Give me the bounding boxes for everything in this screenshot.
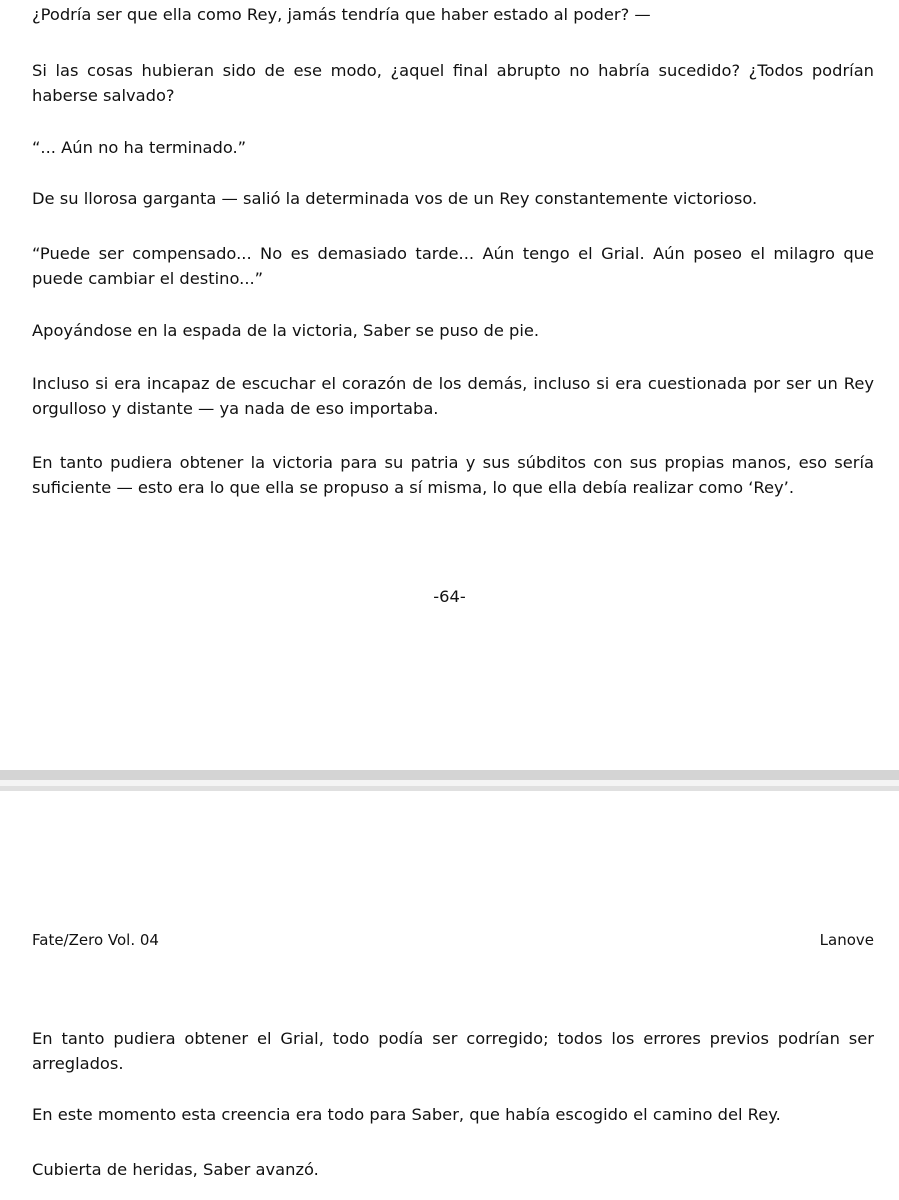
- paragraph: “Puede ser compensado... No es demasiado tarde... Aún tengo el Grial. Aún poseo el milagro que puede cambiar el destino...”: [32, 244, 874, 288]
- paragraph: Apoyándose en la espada de la victoria, Saber se puso de pie.: [32, 321, 540, 340]
- paragraph: ¿Podría ser que ella como Rey, jamás tendría que haber estado al poder? —: [32, 5, 651, 24]
- separator-band: [0, 786, 899, 791]
- running-header-source: Lanove: [819, 931, 874, 949]
- paragraph: Si las cosas hubieran sido de ese modo, ¿aquel final abrupto no habría sucedido? ¿Todos podrían haberse salvado?: [32, 61, 874, 105]
- bottom-page: [0, 792, 899, 1200]
- running-header-title: Fate/Zero Vol. 04: [32, 931, 159, 949]
- paragraph: Cubierta de heridas, Saber avanzó.: [32, 1160, 319, 1179]
- paragraph: En este momento esta creencia era todo para Saber, que había escogido el camino del Rey.: [32, 1105, 781, 1124]
- paragraph: En tanto pudiera obtener el Grial, todo podía ser corregido; todos los errores previos podrían ser arreglados.: [32, 1029, 874, 1073]
- paragraph: En tanto pudiera obtener la victoria para su patria y sus súbditos con sus propias manos, eso sería suficiente — esto era lo que ella se propuso a sí misma, lo que ella debía realizar como ‘Rey’.: [32, 453, 874, 497]
- paragraph: De su llorosa garganta — salió la determinada vos de un Rey constantemente victorioso.: [32, 189, 758, 208]
- separator-band: [0, 770, 899, 780]
- page-separator: [0, 770, 899, 792]
- paragraph: Incluso si era incapaz de escuchar el corazón de los demás, incluso si era cuestionada por ser un Rey orgulloso y distante — ya nada de eso importaba.: [32, 374, 874, 418]
- page-number: -64-: [433, 587, 466, 606]
- paragraph: “... Aún no ha terminado.”: [32, 138, 247, 157]
